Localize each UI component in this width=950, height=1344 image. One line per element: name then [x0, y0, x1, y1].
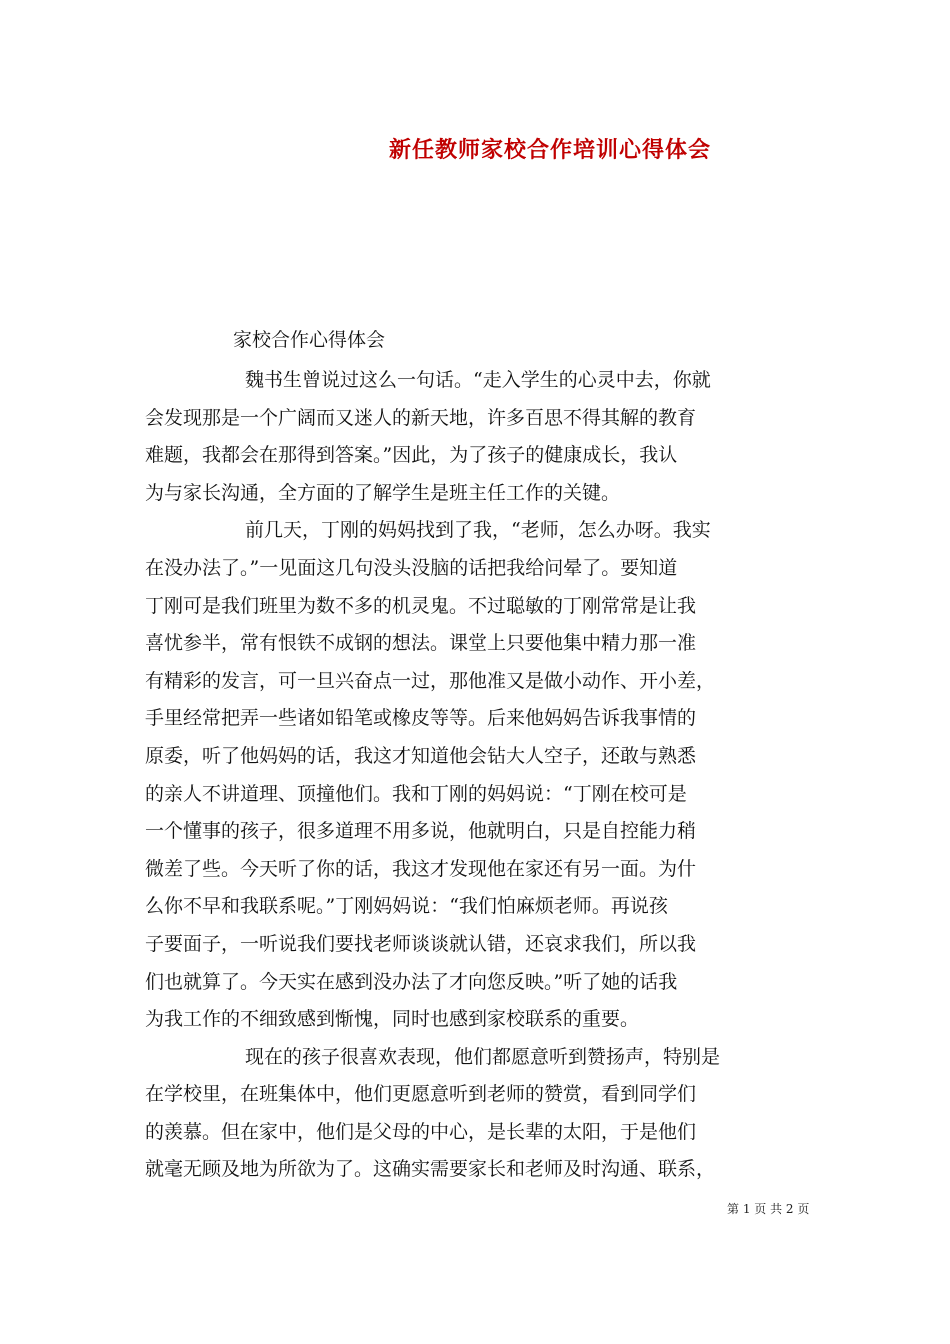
document-body	[145, 362, 811, 1189]
paragraph-line: 在学校里，在班集体中，他们更愿意听到老师的赞赏，看到同学们	[145, 1083, 697, 1106]
paragraph-line: 难题，我都会在那得到答案。”因此，为了孩子的健康成长，我认	[145, 444, 678, 467]
paragraph-line: 为与家长沟通，全方面的了解学生是班主任工作的关键。	[145, 481, 621, 504]
paragraph-line: 手里经常把弄一些诸如铅笔或橡皮等等。后来他妈妈告诉我事情的	[145, 707, 697, 730]
paragraph-line: 微差了些。今天听了你的话，我这才发现他在家还有另一面。为什	[145, 857, 697, 880]
paragraph-line: 的亲人不讲道理、顶撞他们。我和丁刚的妈妈说：“丁刚在校可是	[145, 782, 687, 805]
paragraph-line: 现在的孩子很喜欢表现，他们都愿意听到赞扬声，特别是	[245, 1045, 721, 1068]
paragraph-line: 的羡慕。但在家中，他们是父母的中心，是长辈的太阳，于是他们	[145, 1120, 697, 1143]
paragraph-line: 有精彩的发言，可一旦兴奋点一过，那他准又是做小动作、开小差，	[145, 669, 716, 692]
paragraph-line: 为我工作的不细致感到惭愧，同时也感到家校联系的重要。	[145, 1008, 640, 1031]
body-paragraph	[145, 512, 811, 1038]
paragraph-line: 在没办法了。”一见面这几句没头没脑的话把我给问晕了。要知道	[145, 556, 678, 579]
body-paragraph	[145, 362, 811, 512]
paragraph-line: 前几天，丁刚的妈妈找到了我，“老师，怎么办呀。我实	[245, 519, 711, 542]
paragraph-line: 原委，听了他妈妈的话，我这才知道他会钻大人空子，还敢与熟悉	[145, 744, 697, 767]
paragraph-line: 们也就算了。今天实在感到没办法了才向您反映。”听了她的话我	[145, 970, 678, 993]
paragraph-line: 一个懂事的孩子，很多道理不用多说，他就明白，只是自控能力稍	[145, 820, 697, 843]
document-title: 新任教师家校合作培训心得体会	[388, 137, 711, 163]
page-number-footer: 第 1 页 共 2 页	[727, 1202, 810, 1216]
paragraph-line: 子要面子，一听说我们要找老师谈谈就认错，还哀求我们，所以我	[145, 932, 697, 955]
paragraph-line: 会发现那是一个广阔而又迷人的新天地，许多百思不得其解的教育	[145, 406, 697, 429]
paragraph-line: 么你不早和我联系呢。”丁刚妈妈说：“我们怕麻烦老师。再说孩	[145, 895, 668, 918]
paragraph-line: 喜忧参半，常有恨铁不成钢的想法。课堂上只要他集中精力那一准	[145, 632, 697, 655]
paragraph-line: 就毫无顾及地为所欲为了。这确实需要家长和老师及时沟通、联系，	[145, 1158, 716, 1181]
document-subtitle: 家校合作心得体会	[233, 329, 386, 351]
paragraph-line: 魏书生曾说过这么一句话。“走入学生的心灵中去，你就	[245, 369, 711, 391]
paragraph-line: 丁刚可是我们班里为数不多的机灵鬼。不过聪敏的丁刚常常是让我	[145, 594, 697, 617]
body-paragraph	[145, 1039, 811, 1189]
